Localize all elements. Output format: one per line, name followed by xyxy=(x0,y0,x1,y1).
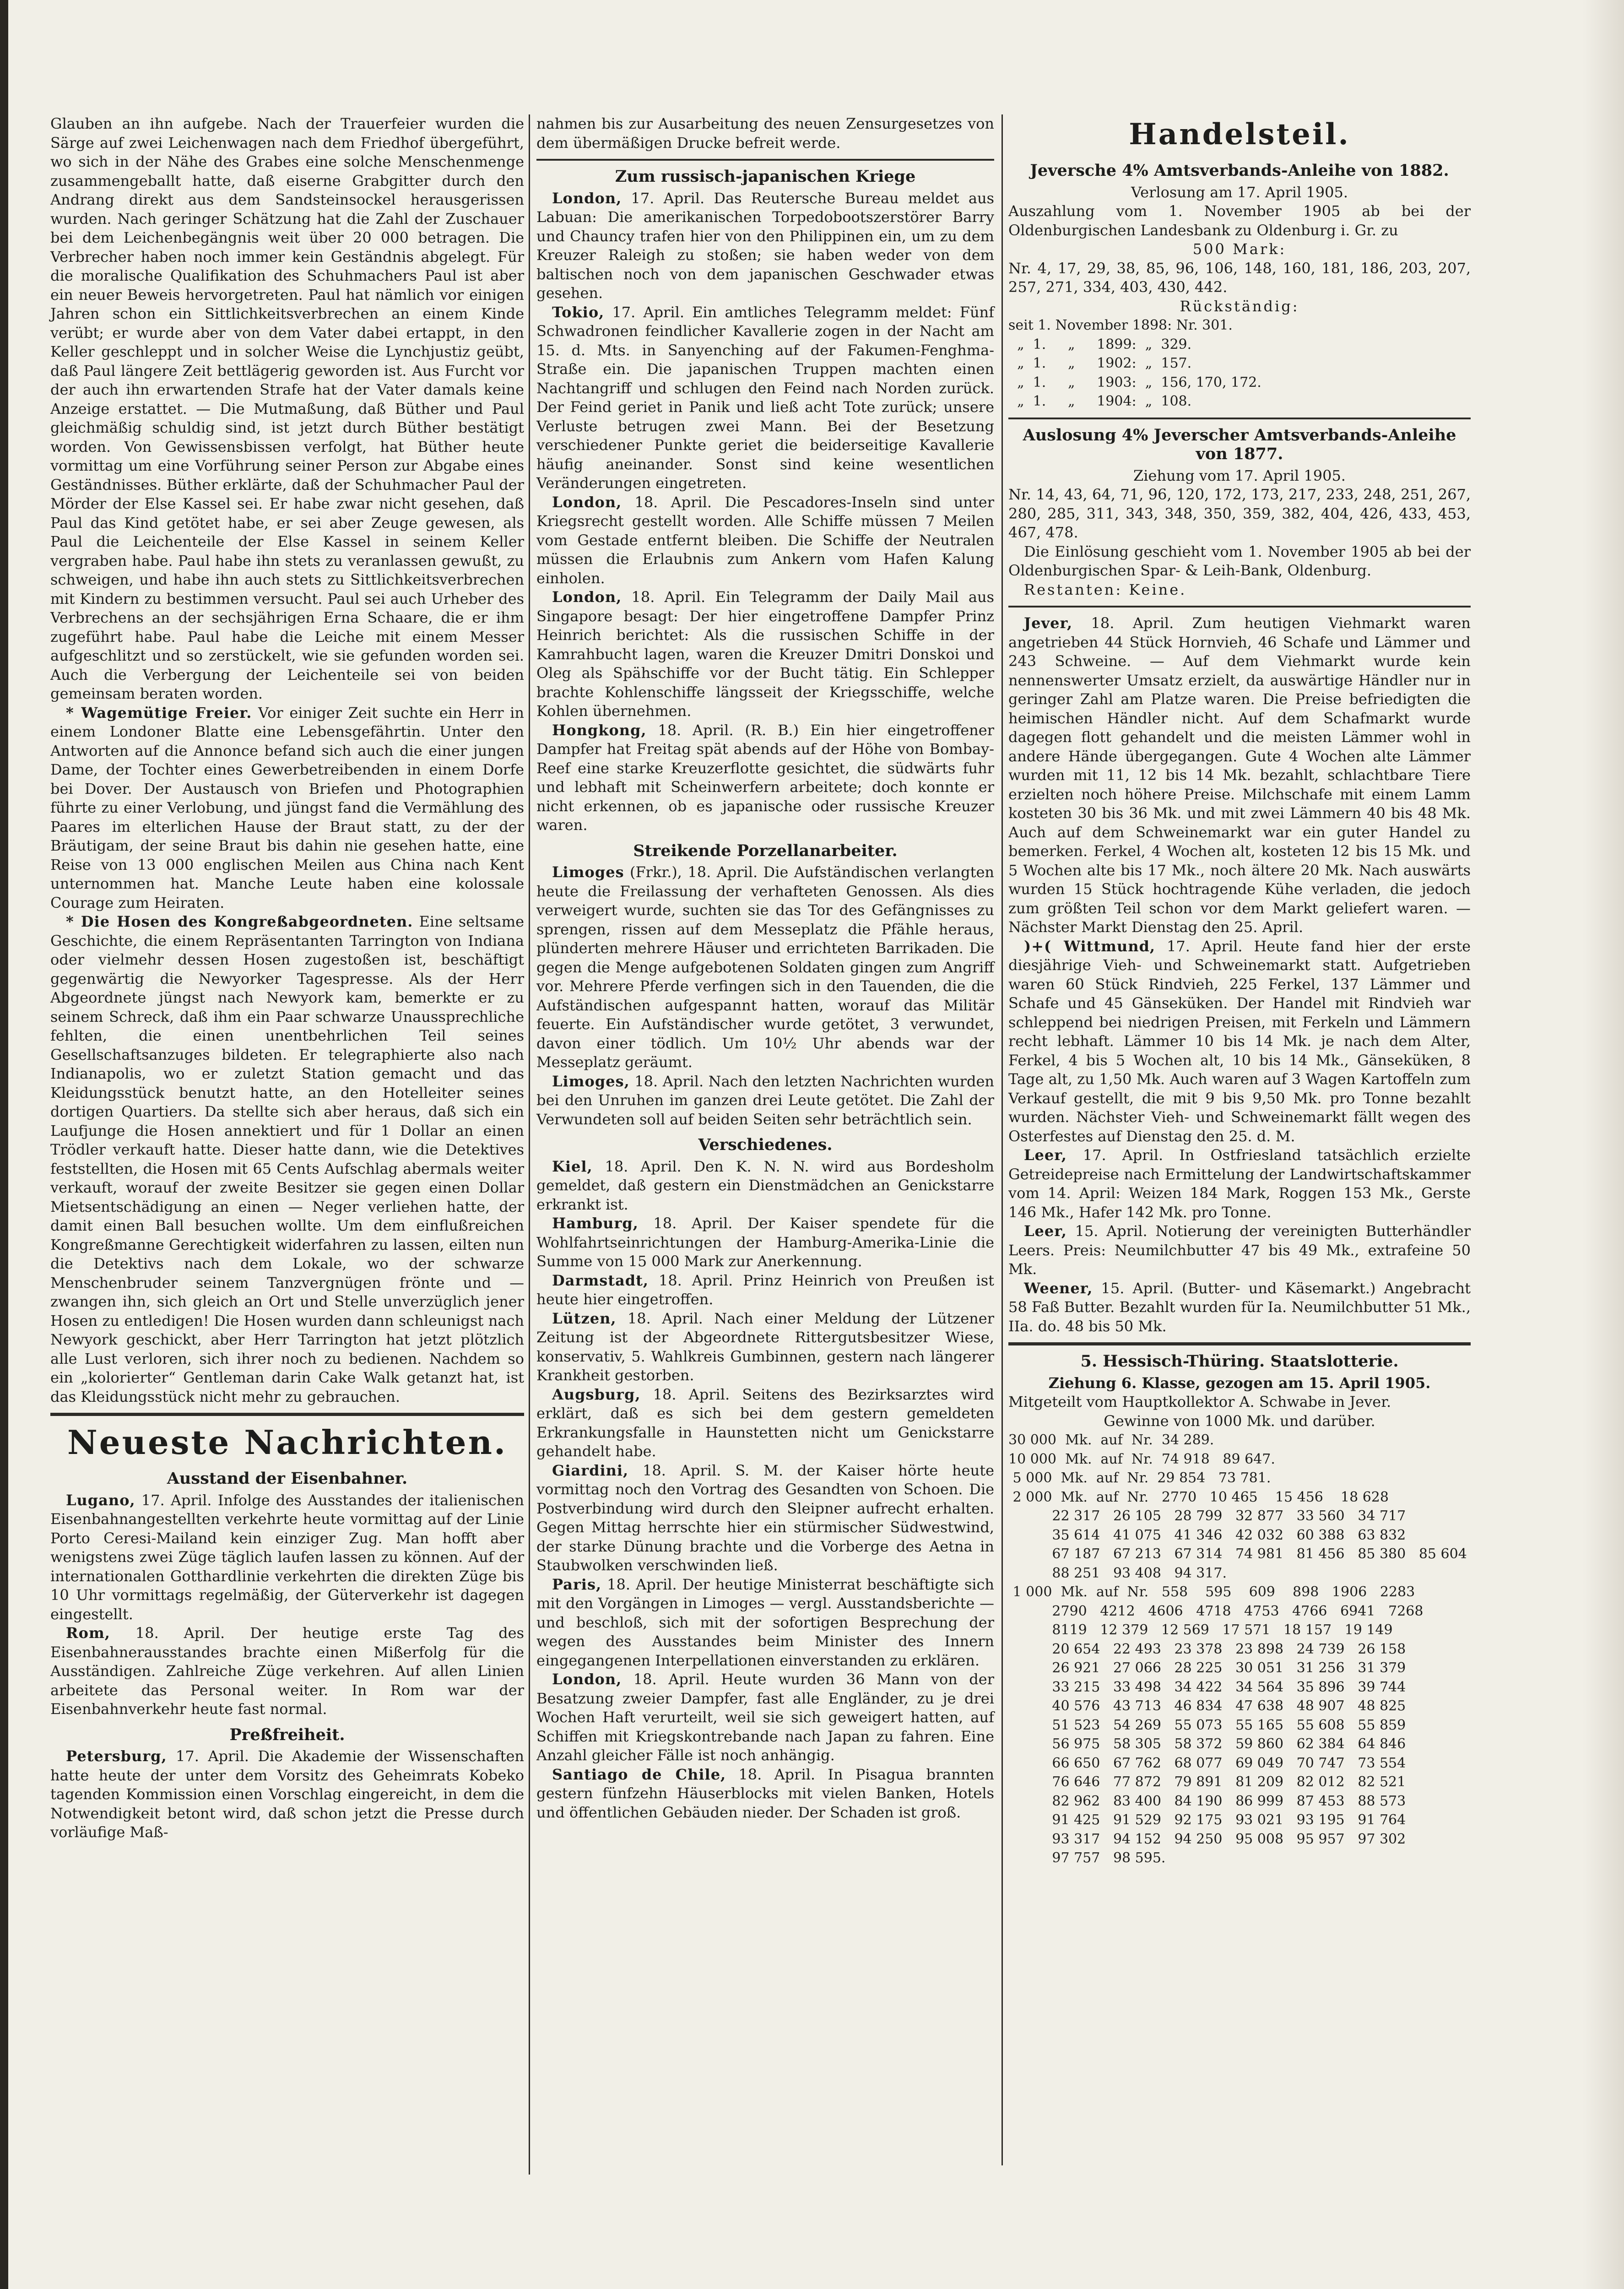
news-london-1 xyxy=(536,189,994,303)
news-petersburg xyxy=(50,1747,524,1842)
news-body: 18. April. Heute wurden 36 Mann von der Besatzung zweier Dampfer, fast alle Engländer, zu je drei Wochen Haft verurteilt, weil sie sich geweigert hatten, auf Schiffen mit Kriegskontrebande nach Japan zu fahren. Eine Anzahl gleicher Fälle ist noch anhängig. xyxy=(536,1671,994,1764)
news-paris xyxy=(536,1575,994,1671)
subheading-ausstand: Ausstand der Eisenbahner. xyxy=(167,1469,408,1488)
dateline: Weener, xyxy=(1024,1279,1093,1297)
section-divider xyxy=(1008,606,1471,608)
lottery-row: 26 921 27 066 28 225 30 051 31 256 31 379 xyxy=(1008,1660,1406,1676)
page-binding-edge xyxy=(0,0,8,2289)
text-500-mark: 500 Mark: xyxy=(1192,240,1287,258)
text-rueckstaendig: Rückständig: xyxy=(1180,297,1299,315)
news-hongkong xyxy=(536,721,994,835)
list-numbers-1882: Nr. 4, 17, 29, 38, 85, 96, 106, 148, 160, 181, 186, 203, 207, 257, 271, 334, 403, 430, 442. xyxy=(1008,259,1471,296)
lottery-row: 76 646 77 872 79 891 81 209 82 012 82 521 xyxy=(1008,1774,1406,1790)
column-rule-2 xyxy=(1001,114,1003,2165)
lottery-row: 2790 4212 4606 4718 4753 4766 6941 7268 xyxy=(1008,1603,1424,1619)
heading-staatslotterie: 5. Hessisch-Thüring. Staatslotterie. xyxy=(1080,1352,1399,1371)
news-kiel xyxy=(536,1157,994,1215)
dateline: Leer, xyxy=(1024,1222,1067,1240)
text-verlosung: Verlosung am 17. April 1905. xyxy=(1131,183,1348,201)
news-london-2 xyxy=(536,493,994,588)
news-body: 18. April. Ein Telegramm der Daily Mail aus Singapore besagt: Der hier eingetroffene Dampfer Prinz Heinrich berichtet: Als die russischen Schiffe in der Kamrahbucht lagen, waren die Kreuzer Dmitri Donskoi und Oleg als Spähschiffe vor der Bucht tätig. Ein Schlepper brachte Kohlenschiffe längsseit der Kriegsschiffe, welche Kohlen übernehmen. xyxy=(536,588,994,720)
dateline: Rom, xyxy=(66,1624,110,1642)
lottery-row: 67 187 67 213 67 314 74 981 81 456 85 380 85 604 xyxy=(1008,1546,1467,1562)
article-hosen xyxy=(50,912,524,1406)
news-body: 17. April. Das Reutersche Bureau meldet aus Labuan: Die amerikanischen Torpedobootszerstörer Barry und Chauncy trafen hier von den Philippinen ein, um zu dem Kreuzer Raleigh zu stoßen; sie haben weder von dem baltischen noch von dem japanischen Geschwader etwas gesehen. xyxy=(536,189,994,302)
news-limoges-1 xyxy=(536,863,994,1072)
lottery-row: 97 757 98 595. xyxy=(1008,1850,1166,1866)
news-london-4 xyxy=(536,1670,994,1765)
column-left xyxy=(50,114,524,2197)
lottery-row: 20 654 22 493 23 378 23 898 24 739 26 158 xyxy=(1008,1641,1406,1657)
news-giardini xyxy=(536,1461,994,1575)
news-jever xyxy=(1008,614,1471,937)
news-body: 18. April. Der heutige erste Tag des Eisenbahnerausstandes brachte einen Mißerfolg für die Ausständigen. Zahlreiche Züge verkehren. Auf allen Linien arbeitete das Personal weiter. In Rom war der Eisenbahnverkehr heute fast normal. xyxy=(50,1624,524,1718)
article-leichenbegaengnis: Glauben an ihn aufgebe. Nach der Trauerfeier wurden die Särge auf zwei Leichenwagen nach dem Friedhof übergeführt, wo sich in der Nähe des Grabes eine solche Menschenmenge zusammengeballt hatte, daß eiserne Grabgitter durch den Andrang direkt aus dem Sandsteinsockel herausgerissen wurden. Nach geringer Schätzung hat die Zahl der Zuschauer bei dem Leichenbegängnis weit über 20 000 betragen. Die Verbrecher haben noch immer kein Geständnis abgelegt. Für die moralische Qualifikation des Schuhmachers Paul ist aber ein neuer Beweis hervorgetreten. Paul hat nämlich vor einigen Jahren schon ein Sittlichkeitsverbrechen an einem Kinde verübt; er wurde aber von dem Vater dabei ertappt, in den Keller geschleppt und in solcher Weise die Lynchjustiz geübt, daß Paul längere Zeit bettlägerig geworden ist. Aus Furcht vor der auch ihn erwartenden Strafe hat der Vater damals keine Anzeige erstattet. — Die Mutmaßung, daß Büther und Paul gleichmäßig schuldig sind, ist jetzt durch Büther bestätigt worden. Von Gewissensbissen verfolgt, hat Büther heute vormittag um eine Vorführung seiner Person zur Abgabe eines Geständnisses. Büther erklärte, daß der Schuhmacher Paul der Mörder der Else Kassel sei. Er habe zwar nicht gesehen, daß Paul das Kind getötet habe, er sei aber Zeuge gewesen, als Paul die Leichenteile der Else Kassel in seinem Keller vergraben habe. Paul habe ihn stets zu veranlassen gewußt, zu schweigen, und habe ihn auch stets zu Sittlichkeitsverbrechen mit Kindern zu bestimmen versucht. Paul sei auch Urheber des Verbrechens an der sechsjährigen Erna Schaare, die er ihm zugeführt habe. Paul habe die Leiche mit einem Messer aufgeschlitzt und so zerstückelt, wie sie gefunden worden sei. Auch die Verbergung der Leichenteile sei von beiden gemeinsam beraten worden. xyxy=(50,115,524,702)
lottery-row: 56 975 58 305 58 372 59 860 62 384 64 846 xyxy=(1008,1736,1406,1752)
section-divider xyxy=(1008,1342,1471,1345)
subheading-porzellan: Streikende Porzellanarbeiter. xyxy=(633,841,898,860)
news-darmstadt xyxy=(536,1271,994,1309)
news-tokio xyxy=(536,303,994,493)
news-body: 18. April. S. M. der Kaiser hörte heute vormittag noch den Vortrag des Gesandten von Schoen. Die Postverbindung wird durch den Sleipner aufrecht erhalten. Gegen Mittag herrschte hier ein stürmischer Südwestwind, der starke Dünung brachte und die Vorberge des Aetna in Staubwolken verschwinden ließ. xyxy=(536,1461,994,1574)
dateline: Limoges, xyxy=(552,1072,630,1090)
news-body: 18. April. Nach einer Meldung der Lützener Zeitung ist der Abgeordnete Rittergutsbesitzer Wiese, konservativ, 5. Wahlkreis Gumbinnen, gestern nach längerer Krankheit gestorben. xyxy=(536,1309,994,1384)
row-rueckstaendig: „ 1. „ 1903: „ 156, 170, 172. xyxy=(1008,374,1261,391)
column-middle xyxy=(536,114,994,2161)
lottery-row: 22 317 26 105 28 799 32 877 33 560 34 717 xyxy=(1008,1508,1406,1524)
dateline: Kiel, xyxy=(552,1157,593,1175)
news-leer-2 xyxy=(1008,1222,1471,1279)
news-body: 18. April. Der Kaiser spendete für die Wohlfahrtseinrichtungen der Hamburg-Amerika-Linie die Summe von 15 000 Mark zur Anerkennung. xyxy=(536,1215,994,1270)
dateline: Tokio, xyxy=(552,303,605,321)
lottery-row: 5 000 Mk. auf Nr. 29 854 73 781. xyxy=(1008,1470,1271,1486)
text-mitgeteilt: Mitgeteilt vom Hauptkollektor A. Schwabe in Jever. xyxy=(1008,1393,1391,1410)
row-rueckstaendig: seit 1. November 1898: Nr. 301. xyxy=(1008,317,1233,333)
news-leer-1 xyxy=(1008,1146,1471,1222)
news-body: 17. April. Heute fand hier der erste diesjährige Vieh- und Schweinemarkt statt. Aufgetrieben waren 60 Stück Rindvieh, 225 Ferkel, 137 Lämmer und Schafe und 45 Gänseküken. Der Handel mit Rindvieh war schleppend bei niedrigen Preisen, mit Ferkeln und Lämmern recht lebhaft. Lämmer 10 bis 14 Mk. je nach dem Alter, Ferkel, 4 bis 5 Wochen alt, 10 bis 14 Mk., Gänseküken, 8 Tage alt, zu 1,50 Mk. Auch waren auf 3 Wagen Kartoffeln zum Verkauf gestellt, die mit 9 bis 9,50 Mk. pro Tonne bezahlt wurden. Nächster Vieh- und Schweinemarkt fällt wegen des Osterfestes auf Dienstag den 25. d. M. xyxy=(1008,937,1471,1145)
text-auszahlung: Auszahlung vom 1. November 1905 ab bei der Oldenburgischen Landesbank zu Oldenburg i. Gr. zu xyxy=(1008,202,1471,239)
section-title-handelsteil: Handelsteil. xyxy=(1129,117,1350,152)
section-divider xyxy=(1008,418,1471,419)
news-wittmund xyxy=(1008,937,1471,1146)
lottery-results-table xyxy=(1008,1431,1471,1868)
column-right xyxy=(1008,114,1471,1866)
lottery-row: 8119 12 379 12 569 17 571 18 157 19 149 xyxy=(1008,1622,1393,1638)
section-divider xyxy=(50,1413,524,1416)
dateline: Limoges xyxy=(552,863,624,881)
dateline: London, xyxy=(552,1671,622,1688)
news-body: 18. April. Prinz Heinrich von Preußen ist heute hier eingetroffen. xyxy=(536,1271,994,1308)
subheading-pressfreiheit: Preßfreiheit. xyxy=(229,1725,345,1744)
article-continuation: nahmen bis zur Ausarbeitung des neuen Zensurgesetzes von dem übermäßigen Drucke befreit werde. xyxy=(536,115,994,152)
article-heading: * Die Hosen des Kongreßabgeordneten. xyxy=(66,913,413,930)
lottery-row: 35 614 41 075 41 346 42 032 60 388 63 832 xyxy=(1008,1527,1406,1543)
dateline: London, xyxy=(552,493,622,511)
dateline: Lützen, xyxy=(552,1309,617,1327)
dateline: Lugano, xyxy=(66,1491,135,1509)
news-body: 17. April. Infolge des Ausstandes der italienischen Eisenbahnangestellten verkehrte heute vormittag auf der Linie Porto Ceresi-Mailand kein einziger Zug. Man hofft aber wenigstens zwei Züge täglich laufen lassen zu können. Auf der internationalen Gotthardlinie verkehrten die direkten Züge bis 10 Uhr vormittags regelmäßig, der Güterverkehr ist dagegen eingestellt. xyxy=(50,1491,524,1623)
lottery-row: 40 576 43 713 46 834 47 638 48 907 48 825 xyxy=(1008,1698,1406,1714)
news-weener xyxy=(1008,1279,1471,1336)
section-divider xyxy=(536,159,994,161)
lottery-row: 51 523 54 269 55 073 55 165 55 608 55 859 xyxy=(1008,1717,1406,1733)
news-body: 18. April. (R. B.) Ein hier eingetroffener Dampfer hat Freitag spät abends auf der Höhe von Bombay-Reef eine starke Kreuzerflotte gesichtet, die südwärts fuhr und lebhaft mit Scheinwerfern arbeitete; doch konnte er nicht erkennen, ob es japanische oder russische Kreuzer waren. xyxy=(536,721,994,834)
dateline: Hongkong, xyxy=(552,721,647,739)
dateline: Petersburg, xyxy=(66,1747,167,1765)
news-body: 15. April. Notierung der vereinigten Butterhändler Leers. Preis: Neumilchbutter 47 bis 49 Mk., extrafeine 50 Mk. xyxy=(1008,1222,1471,1278)
news-body: 18. April. Die Pescadores-Inseln sind unter Kriegsrecht gestellt worden. Alle Schiffe müssen 7 Meilen vom Gestade entfernt bleiben. Die Schiffe der Neutralen müssen die Erlaubnis zum Ankern vom Hafen Kalung einholen. xyxy=(536,493,994,587)
news-body: 17. April. Ein amtliches Telegramm meldet: Fünf Schwadronen feindlicher Kavallerie zogen in der Nacht am 15. d. Mts. in Sanyenching auf der Fakumen-Fenghma-Straße ein. Die japanischen Truppen machten einen Nachtangriff und schlugen den Feind nach Norden zurück. Der Feind geriet in Panik und ließ acht Tote zurück; unsere Verluste betrugen zwei Mann. Bei der Besetzung verschiedener Punkte geriet die beiderseitige Kavallerie häufig aneinander. Sonst sind keine wesentlichen Veränderungen eingetreten. xyxy=(536,303,994,492)
lottery-row: 33 215 33 498 34 422 34 564 35 896 39 744 xyxy=(1008,1679,1406,1695)
dateline: )+( Wittmund, xyxy=(1024,937,1156,955)
news-augsburg xyxy=(536,1385,994,1461)
text-ziehung: Ziehung vom 17. April 1905. xyxy=(1133,466,1346,484)
row-rueckstaendig: „ 1. „ 1902: „ 157. xyxy=(1008,355,1192,371)
news-body: 17. April. Die Akademie der Wissenschaften hatte heute der unter dem Vorsitz des Geheimrats Kobeko tagenden Kommission einen Vorschlag eingereicht, in dem die Notwendigkeit betont wird, daß schon jetzt die Presse durch vorläufige Maß- xyxy=(50,1747,524,1841)
lottery-row: 91 425 91 529 92 175 93 021 93 195 91 764 xyxy=(1008,1812,1406,1828)
lottery-row: 10 000 Mk. auf Nr. 74 918 89 647. xyxy=(1008,1451,1275,1467)
news-body: 18. April. Zum heutigen Viehmarkt waren angetrieben 44 Stück Hornvieh, 46 Schafe und Lämmer und 243 Schweine. — Auf dem Viehmarkt wurde kein nennenswerter Umsatz erzielt, da auswärtige Händler nur in geringer Zahl am Platze waren. Die Preise befriedigten die heimischen Händler nicht. Auf dem Schafmarkt wurde dagegen flott gehandelt und die meisten Lämmer wohl in andere Hände übergegangen. Gute 4 Wochen alte Lämmer wurden mit 11, 12 bis 14 Mk. bezahlt, schlachtbare Tiere erzielten noch höhere Preise. Milchschafe mit einem Lamm kosteten 30 bis 36 Mk. und mit zwei Lämmern 40 bis 48 Mk. Auch auf dem Schweinemarkt war ein guter Handel zu bemerken. Ferkel, 4 Wochen alt, kosteten 12 bis 15 Mk. und 5 Wochen alte bis 17 Mk., noch ältere 20 Mk. Nach auswärts wurden 15 Stück hochtragende Kühe verladen, die jedoch zum größten Teil schon vor dem Markt geliefert waren. — Nächster Markt Dienstag den 25. April. xyxy=(1008,614,1471,936)
lottery-row: 93 317 94 152 94 250 95 008 95 957 97 302 xyxy=(1008,1831,1406,1847)
column-rule-1 xyxy=(529,114,530,2175)
text-einloesung: Die Einlösung geschieht vom 1. November 1905 ab bei der Oldenburgischen Spar- & Leih-Bank, Oldenburg. xyxy=(1008,542,1471,579)
news-luetzen xyxy=(536,1309,994,1385)
heading-anleihe-1877: Auslosung 4% Jeverscher Amtsverbands-Anleihe von 1877. xyxy=(1023,425,1456,463)
news-london-3 xyxy=(536,588,994,721)
news-body: 15. April. (Butter- und Käsemarkt.) Angebracht 58 Faß Butter. Bezahlt wurden für Ia. Neumilchbutter 51 Mk., IIa. do. 48 bis 50 Mk. xyxy=(1008,1279,1471,1335)
news-rom xyxy=(50,1624,524,1719)
page-right-margin xyxy=(1583,0,1624,2289)
news-body: 18. April. In Pisagua brannten gestern fünfzehn Häuserblocks mit vielen Banken, Hotels und öffentlichen Gebäuden nieder. Der Schaden ist groß. xyxy=(536,1765,995,1821)
text-restanten: Restanten: Keine. xyxy=(1024,580,1187,598)
dateline: Giardini, xyxy=(552,1461,629,1479)
news-body: 18. April. Der heutige Ministerrat beschäftigte sich mit den Vorgängen in Limoges — vergl. Ausstandsberichte — und beschloß, sich mit der sofortigen Besprechung der wegen des Ausstandes beim Minister des Innern eingegangenen Interpellationen einverstanden zu erklären. xyxy=(536,1575,994,1669)
dateline: Paris, xyxy=(552,1575,602,1593)
lottery-row: 2 000 Mk. auf Nr. 2770 10 465 15 456 18 628 xyxy=(1008,1489,1389,1505)
dateline: Darmstadt, xyxy=(552,1271,649,1289)
news-hamburg xyxy=(536,1214,994,1271)
article-heading: * Wagemütige Freier. xyxy=(66,704,252,721)
article-body: Eine seltsame Geschichte, die einem Repräsentanten Tarrington von Indiana oder vielmehr dessen Hosen zugestoßen ist, beschäftigt gegenwärtig die Newyorker Tagespresse. Als der Herr Abgeordnete jüngst nach Newyork kam, bemerkte er zu seinem Schreck, daß ihm ein Paar schwarze Unaussprechliche fehlten, die einen unentbehrlichen Teil seines Gesellschaftsanzuges bildeten. Er telegraphierte also nach Indianapolis, wo er zuletzt Station gemacht und das Kleidungsstück benutzt hatte, an den Hotelleiter seines dortigen Quartiers. Da stellte sich aber heraus, daß sich ein Laufjunge die Hosen annektiert und für 1 Dollar an einen Trödler verkauft hatte. Dieser hatte dann, wie die Detektives feststellten, die Hosen mit 65 Cents Aufschlag abermals weiter verkauft, worauf der zweite Besitzer sie gegen einen Dollar Mietsentschädigung an einen — Neger verliehen hatte, der damit einen Ball besuchen wollte. Um dem einflußreichen Kongreßmanne Gerechtigkeit widerfahren zu lassen, eilten nun die Detektivs nach dem Lokale, wo der schwarze Menschenbruder seinem Tanzvergnügen frönte und — zwangen ihn, sich gleich an Ort und Stelle unverzüglich jener Hosen zu entledigen! Die Hosen wurden dann schleunigst nach Newyork geschickt, aber Herr Tarrington hat jetzt plötzlich alle Lust verloren, sich ihrer noch zu bedienen. Nachdem so ein „kolorierter“ Gentleman darin Cake Walk getanzt hat, ist das Kleidungsstück nicht mehr zu gebrauchen. xyxy=(50,913,524,1405)
dateline: Santiago de Chile, xyxy=(552,1765,726,1783)
article-wagemuetige-freier xyxy=(50,704,524,913)
subheading-krieg: Zum russisch-japanischen Kriege xyxy=(615,167,916,186)
news-body: 17. April. In Ostfriesland tatsächlich erzielte Getreidepreise nach Ermittelung der Landwirtschaftskammer vom 14. April: Weizen 184 Mark, Roggen 153 Mk., Gerste 146 Mk., Hafer 142 Mk. pro Tonne. xyxy=(1008,1146,1471,1221)
heading-anleihe-1882: Jeversche 4% Amtsverbands-Anleihe von 1882. xyxy=(1030,161,1449,180)
news-body: 18. April. Seitens des Bezirksarztes wird erklärt, daß es sich bei dem gestern gemeldeten Erkrankungsfalle in Haunstetten nicht um Genickstarre gehandelt habe. xyxy=(536,1385,994,1460)
dateline: Leer, xyxy=(1024,1146,1067,1164)
dateline: London, xyxy=(552,588,622,606)
news-limoges-2 xyxy=(536,1072,994,1129)
news-body: 18. April. Den K. N. N. wird aus Bordesholm gemeldet, daß gestern ein Dienstmädchen an Genickstarre erkrankt ist. xyxy=(536,1157,994,1213)
news-body: (Frkr.), 18. April. Die Aufständischen verlangten heute die Freilassung der verhafteten Genossen. Als dies verweigert wurde, suchten sie das Tor des Gefängnisses zu sprengen, rissen auf dem Messeplatz die Pfähle heraus, plünderten mehrere Häuser und errichteten Barrikaden. Die gegen die Menge aufgebotenen Soldaten gingen zum Angriff vor. Mehrere Pferde verfingen sich in den Tauenden, die die Aufständischen aufgespannt hatten, worauf das Militär feuerte. Ein Aufständischer wurde getötet, 3 verwundet, davon einer tödlich. Um 10½ Uhr abends war der Messeplatz geräumt. xyxy=(536,863,994,1071)
news-santiago xyxy=(536,1765,994,1823)
article-body: Vor einiger Zeit suchte ein Herr in einem Londoner Blatte eine Lebensgefährtin. Unter den Antworten auf die Annonce befand sich auch die einer jungen Dame, der Tochter eines Gewerbetreibenden in einem Dorfe bei Dover. Der Austausch von Briefen und Photographien führte zu einer Verlobung, und jüngst fand die Vermählung des Paares im elterlichen Hause der Braut statt, zu der der Bräutigam, der seine Braut bis dahin nie gesehen hatte, eine Reise von 13 000 englischen Meilen aus China nach Kent unternommen hat. Manche Leute haben eine kolossale Courage zum Heiraten. xyxy=(50,704,525,911)
dateline: Hamburg, xyxy=(552,1215,639,1232)
subheading-verschiedenes: Verschiedenes. xyxy=(698,1135,833,1154)
lottery-row: 30 000 Mk. auf Nr. 34 289. xyxy=(1008,1432,1214,1448)
lottery-row: 1 000 Mk. auf Nr. 558 595 609 898 1906 2283 xyxy=(1008,1584,1415,1600)
dateline: Jever, xyxy=(1024,614,1073,632)
lottery-row: 88 251 93 408 94 317. xyxy=(1008,1565,1227,1581)
dateline: Augsburg, xyxy=(552,1385,641,1403)
text-gewinne: Gewinne von 1000 Mk. und darüber. xyxy=(1104,1412,1375,1430)
lottery-row: 66 650 67 762 68 077 69 049 70 747 73 554 xyxy=(1008,1755,1406,1771)
news-body: 18. April. Nach den letzten Nachrichten wurden bei den Unruhen im ganzen drei Leute getötet. Die Zahl der Verwundeten soll auf beiden Seiten sehr beträchtlich sein. xyxy=(536,1072,994,1128)
text-ziehung-6-klasse: Ziehung 6. Klasse, gezogen am 15. April 1905. xyxy=(1048,1374,1431,1392)
news-lugano xyxy=(50,1491,524,1624)
row-rueckstaendig: „ 1. „ 1904: „ 108. xyxy=(1008,393,1192,409)
row-rueckstaendig: „ 1. „ 1899: „ 329. xyxy=(1008,336,1192,353)
lottery-row: 82 962 83 400 84 190 86 999 87 453 88 573 xyxy=(1008,1793,1406,1809)
section-title-neueste-nachrichten: Neueste Nachrichten. xyxy=(67,1423,508,1462)
list-numbers-1877: Nr. 14, 43, 64, 71, 96, 120, 172, 173, 217, 233, 248, 251, 267, 280, 285, 311, 343, 348, 350, 359, 382, 404, 426, 433, 453, 467, 478. xyxy=(1008,486,1471,541)
dateline: London, xyxy=(552,189,622,207)
